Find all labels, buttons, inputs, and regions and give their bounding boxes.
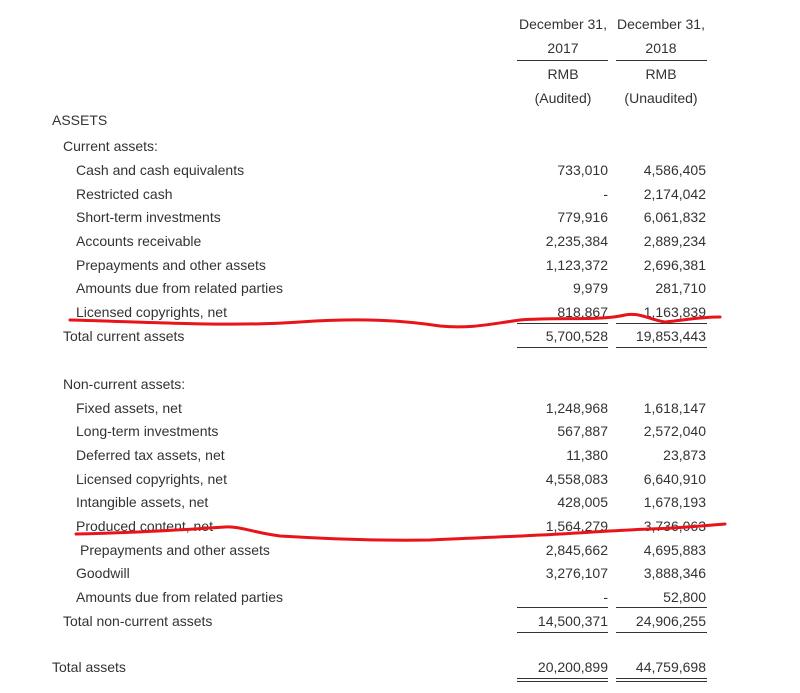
grand-total-rule-2018-a	[616, 678, 707, 679]
row-label: Produced content, net	[76, 518, 213, 534]
value-2017: -	[603, 186, 608, 202]
col-2017-year: 2017	[547, 40, 579, 56]
row-label: Licensed copyrights, net	[76, 304, 227, 320]
value-2017: 818,867	[557, 304, 608, 320]
row-label: Long-term investments	[76, 423, 219, 439]
col-2017-date: December 31,	[519, 16, 607, 32]
value-2018: 1,163,839	[643, 304, 706, 320]
table-row	[0, 279, 800, 297]
value-2018: 2,889,234	[643, 233, 706, 249]
current-assets-heading: Current assets:	[63, 138, 158, 154]
value-2018: 1,618,147	[643, 400, 706, 416]
value-2017: 5,700,528	[545, 328, 608, 344]
header-underline-2018	[616, 60, 707, 61]
row-label: Amounts due from related parties	[76, 589, 283, 605]
table-row	[0, 588, 800, 606]
table-row	[0, 256, 800, 274]
total-rule-2018	[616, 632, 707, 633]
value-2017: 9,979	[572, 280, 608, 296]
value-2017: 733,010	[557, 162, 608, 178]
value-2018: 6,061,832	[643, 209, 706, 225]
value-2018: 2,174,042	[643, 186, 706, 202]
subtotal-rule-2018	[616, 607, 707, 608]
header-underline-2017	[517, 60, 608, 61]
value-2017: 2,235,384	[545, 233, 608, 249]
row-label: Total current assets	[63, 328, 185, 344]
table-row	[0, 161, 800, 179]
table-row	[0, 303, 800, 321]
table-row	[0, 446, 800, 464]
row-label: Prepayments and other assets	[80, 542, 270, 558]
col-2018-status: (Unaudited)	[624, 90, 698, 106]
value-2017: 567,887	[557, 423, 608, 439]
row-label: Licensed copyrights, net	[76, 471, 227, 487]
noncurrent-assets-heading: Non-current assets:	[63, 376, 186, 392]
value-2017: 4,558,083	[545, 471, 608, 487]
table-row	[0, 185, 800, 203]
value-2017: -	[603, 589, 608, 605]
row-label: Deferred tax assets, net	[76, 447, 225, 463]
row-label: Fixed assets, net	[76, 400, 182, 416]
col-2018-year: 2018	[645, 40, 677, 56]
assets-heading: ASSETS	[52, 112, 108, 128]
subtotal-rule-2018	[616, 323, 707, 324]
total-rule-2018	[616, 347, 707, 348]
total-row	[0, 327, 800, 345]
table-row	[0, 493, 800, 511]
value-2018: 2,696,381	[643, 257, 706, 273]
col-2017-status: (Audited)	[534, 90, 592, 106]
total-rule-2017	[517, 347, 608, 348]
table-row	[0, 541, 800, 559]
row-label: Prepayments and other assets	[76, 257, 266, 273]
row-label: Cash and cash equivalents	[76, 162, 245, 178]
grand-total-rule-2017-b	[517, 681, 608, 682]
table-row	[0, 564, 800, 582]
row-label: Restricted cash	[76, 186, 173, 202]
value-2018: 44,759,698	[635, 659, 706, 675]
value-2017: 779,916	[557, 209, 608, 225]
value-2018: 3,736,063	[643, 518, 706, 534]
row-label: Total assets	[52, 659, 126, 675]
subtotal-rule-2017	[517, 607, 608, 608]
value-2018: 24,906,255	[635, 613, 706, 629]
value-2017: 20,200,899	[537, 659, 608, 675]
value-2018: 6,640,910	[643, 471, 706, 487]
col-2018-date: December 31,	[617, 16, 705, 32]
total-rule-2017	[517, 632, 608, 633]
value-2018: 1,678,193	[643, 494, 706, 510]
col-2017-currency: RMB	[547, 66, 579, 82]
table-row	[0, 399, 800, 417]
value-2017: 2,845,662	[545, 542, 608, 558]
value-2017: 1,248,968	[545, 400, 608, 416]
row-label: Amounts due from related parties	[76, 280, 283, 296]
value-2018: 2,572,040	[643, 423, 706, 439]
table-row	[0, 470, 800, 488]
total-row	[0, 612, 800, 630]
table-row	[0, 232, 800, 250]
subtotal-rule-2017	[517, 323, 608, 324]
row-label: Intangible assets, net	[76, 494, 209, 510]
value-2017: 3,276,107	[545, 565, 608, 581]
grand-total-row	[0, 658, 800, 676]
value-2018: 4,586,405	[643, 162, 706, 178]
value-2018: 19,853,443	[635, 328, 706, 344]
value-2018: 4,695,883	[643, 542, 706, 558]
grand-total-rule-2017-a	[517, 678, 608, 679]
value-2018: 281,710	[655, 280, 706, 296]
value-2017: 14,500,371	[537, 613, 608, 629]
col-2018-currency: RMB	[645, 66, 677, 82]
value-2017: 1,123,372	[545, 257, 608, 273]
row-label: Short-term investments	[76, 209, 221, 225]
table-row	[0, 517, 800, 535]
value-2018: 23,873	[663, 447, 706, 463]
value-2018: 3,888,346	[643, 565, 706, 581]
row-label: Goodwill	[76, 565, 130, 581]
value-2017: 428,005	[557, 494, 608, 510]
row-label: Total non-current assets	[63, 613, 213, 629]
table-row	[0, 422, 800, 440]
value-2018: 52,800	[663, 589, 706, 605]
grand-total-rule-2018-b	[616, 681, 707, 682]
table-row	[0, 208, 800, 226]
row-label: Accounts receivable	[76, 233, 202, 249]
value-2017: 11,380	[566, 447, 608, 463]
value-2017: 1,564,279	[545, 518, 608, 534]
